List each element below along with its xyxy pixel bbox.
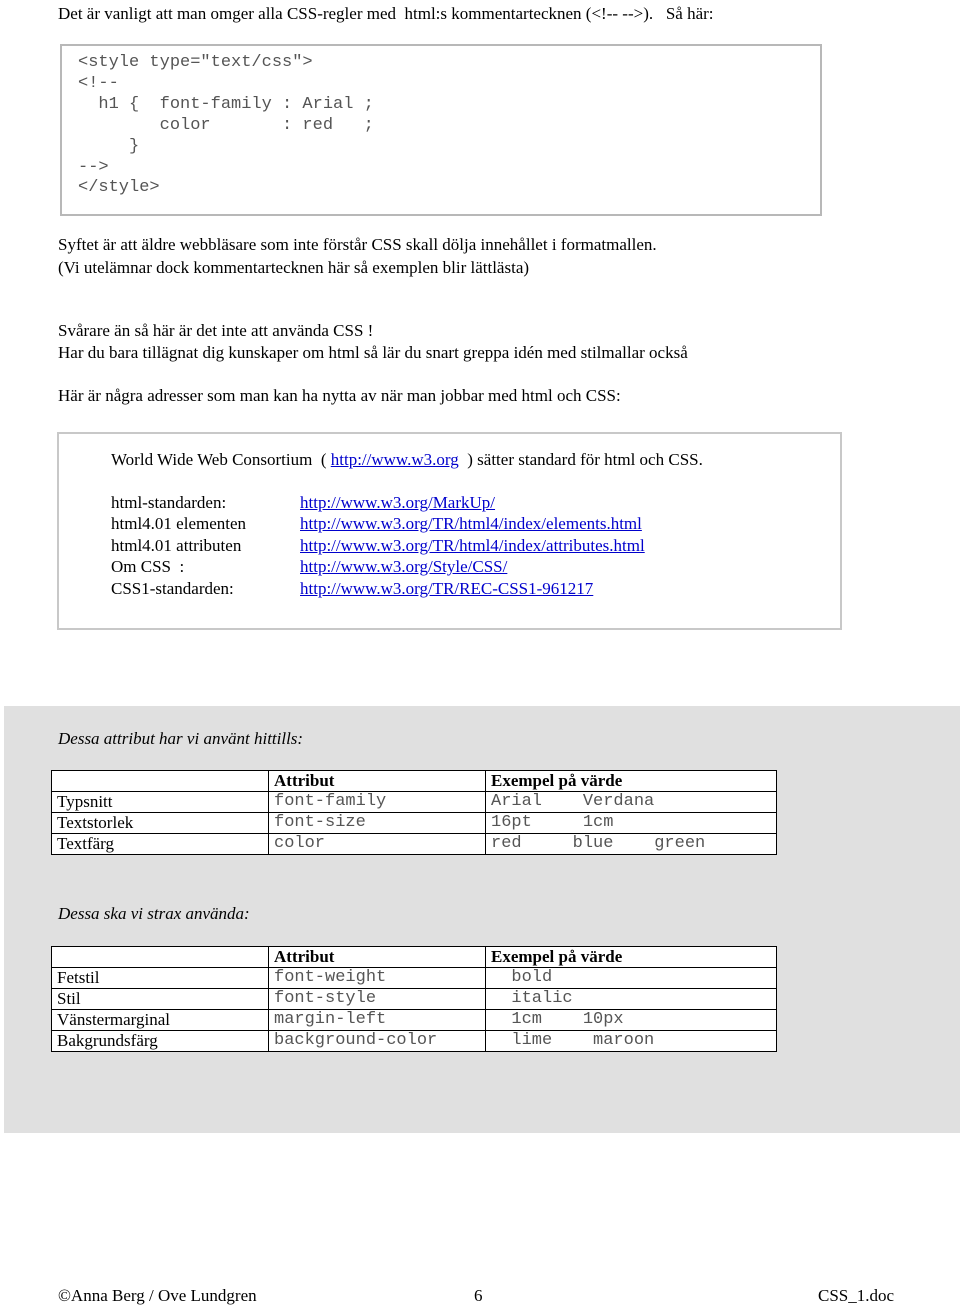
table-header-cell: Exempel på värde — [486, 947, 777, 968]
resource-label: CSS1-standarden: — [111, 579, 234, 598]
footer-filename: CSS_1.doc — [818, 1286, 895, 1305]
table-cell: 16pt 1cm — [486, 813, 777, 834]
table-cell: font-size — [269, 813, 486, 834]
code-line: </style> — [78, 178, 160, 197]
table-cell: Stil — [52, 989, 269, 1010]
table-header-cell — [52, 947, 269, 968]
table-cell: Textstorlek — [52, 813, 269, 834]
table-header-cell: Attribut — [269, 947, 486, 968]
table-cell: italic — [486, 989, 777, 1010]
w3c-line — [111, 449, 703, 470]
attributes-table-used — [51, 770, 777, 855]
table-cell: Textfärg — [52, 834, 269, 855]
table-cell: lime maroon — [486, 1031, 777, 1052]
code-line: <!-- — [78, 74, 119, 93]
w3c-link[interactable]: http://www.w3.org — [330, 450, 459, 469]
table-cell: font-style — [269, 989, 486, 1010]
table-cell: color — [269, 834, 486, 855]
table-header-cell: Exempel på värde — [486, 771, 777, 792]
table-row — [52, 989, 777, 1010]
code-line: color : red ; — [78, 116, 374, 135]
resource-label: html-standarden: — [111, 493, 227, 512]
table-cell: 1cm 10px — [486, 1010, 777, 1031]
table-row — [52, 834, 777, 855]
code-line: } — [78, 137, 140, 156]
attributes-table-upcoming — [51, 946, 777, 1052]
table1-caption: Dessa attribut har vi använt hittills: — [58, 729, 304, 748]
w3c-suffix: ) sätter standard för html och CSS. — [458, 450, 703, 469]
table-cell: bold — [486, 968, 777, 989]
table-row — [52, 1010, 777, 1031]
table-row — [52, 813, 777, 834]
table-cell: margin-left — [269, 1010, 486, 1031]
resource-link[interactable]: http://www.w3.org/TR/REC-CSS1-961217 — [300, 579, 594, 598]
resource-link[interactable]: http://www.w3.org/Style/CSS/ — [300, 557, 508, 576]
table-row — [52, 792, 777, 813]
table-row — [52, 1031, 777, 1052]
w3c-prefix: World Wide Web Consortium ( — [111, 450, 331, 469]
code-line: h1 { font-family : Arial ; — [78, 95, 374, 114]
table-header-row — [52, 947, 777, 968]
table-cell: font-family — [269, 792, 486, 813]
table-header-cell — [52, 771, 269, 792]
resource-label: html4.01 elementen — [111, 514, 247, 533]
code-line: --> — [78, 158, 109, 177]
resource-label: Om CSS : — [111, 557, 185, 576]
table-cell: Typsnitt — [52, 792, 269, 813]
table2-caption: Dessa ska vi strax använda: — [58, 904, 250, 923]
resource-link[interactable]: http://www.w3.org/TR/html4/index/attributes.html — [300, 536, 645, 555]
addresses-intro: Här är några adresser som man kan ha nytta av när man jobbar med html och CSS: — [58, 386, 621, 405]
table-header-cell: Attribut — [269, 771, 486, 792]
paragraph-line: Svårare än så här är det inte att använda CSS ! — [58, 321, 374, 340]
paragraph-line: (Vi utelämnar dock kommentartecknen här så exemplen blir lättlästa) — [58, 258, 530, 277]
table-header-row — [52, 771, 777, 792]
footer-author: ©Anna Berg / Ove Lundgren — [58, 1286, 257, 1305]
table-cell: Bakgrundsfärg — [52, 1031, 269, 1052]
footer-page-number: 6 — [474, 1286, 483, 1305]
table-cell: font-weight — [269, 968, 486, 989]
paragraph-line: Syftet är att äldre webbläsare som inte förstår CSS skall dölja innehållet i formatmallen. — [58, 235, 657, 254]
resource-link[interactable]: http://www.w3.org/TR/html4/index/elements.html — [300, 514, 642, 533]
intro-text: Det är vanligt att man omger alla CSS-regler med html:s kommentartecknen (<!-- -->). Så här: — [58, 4, 714, 23]
table-cell: Arial Verdana — [486, 792, 777, 813]
table-row — [52, 968, 777, 989]
resource-link[interactable]: http://www.w3.org/MarkUp/ — [300, 493, 496, 512]
paragraph-line: Har du bara tillägnat dig kunskaper om html så lär du snart greppa idén med stilmallar också — [58, 343, 688, 362]
code-line: <style type="text/css"> — [78, 53, 313, 72]
table-cell: Vänstermarginal — [52, 1010, 269, 1031]
resource-label: html4.01 attributen — [111, 536, 242, 555]
table-cell: Fetstil — [52, 968, 269, 989]
table-cell: red blue green — [486, 834, 777, 855]
table-cell: background-color — [269, 1031, 486, 1052]
